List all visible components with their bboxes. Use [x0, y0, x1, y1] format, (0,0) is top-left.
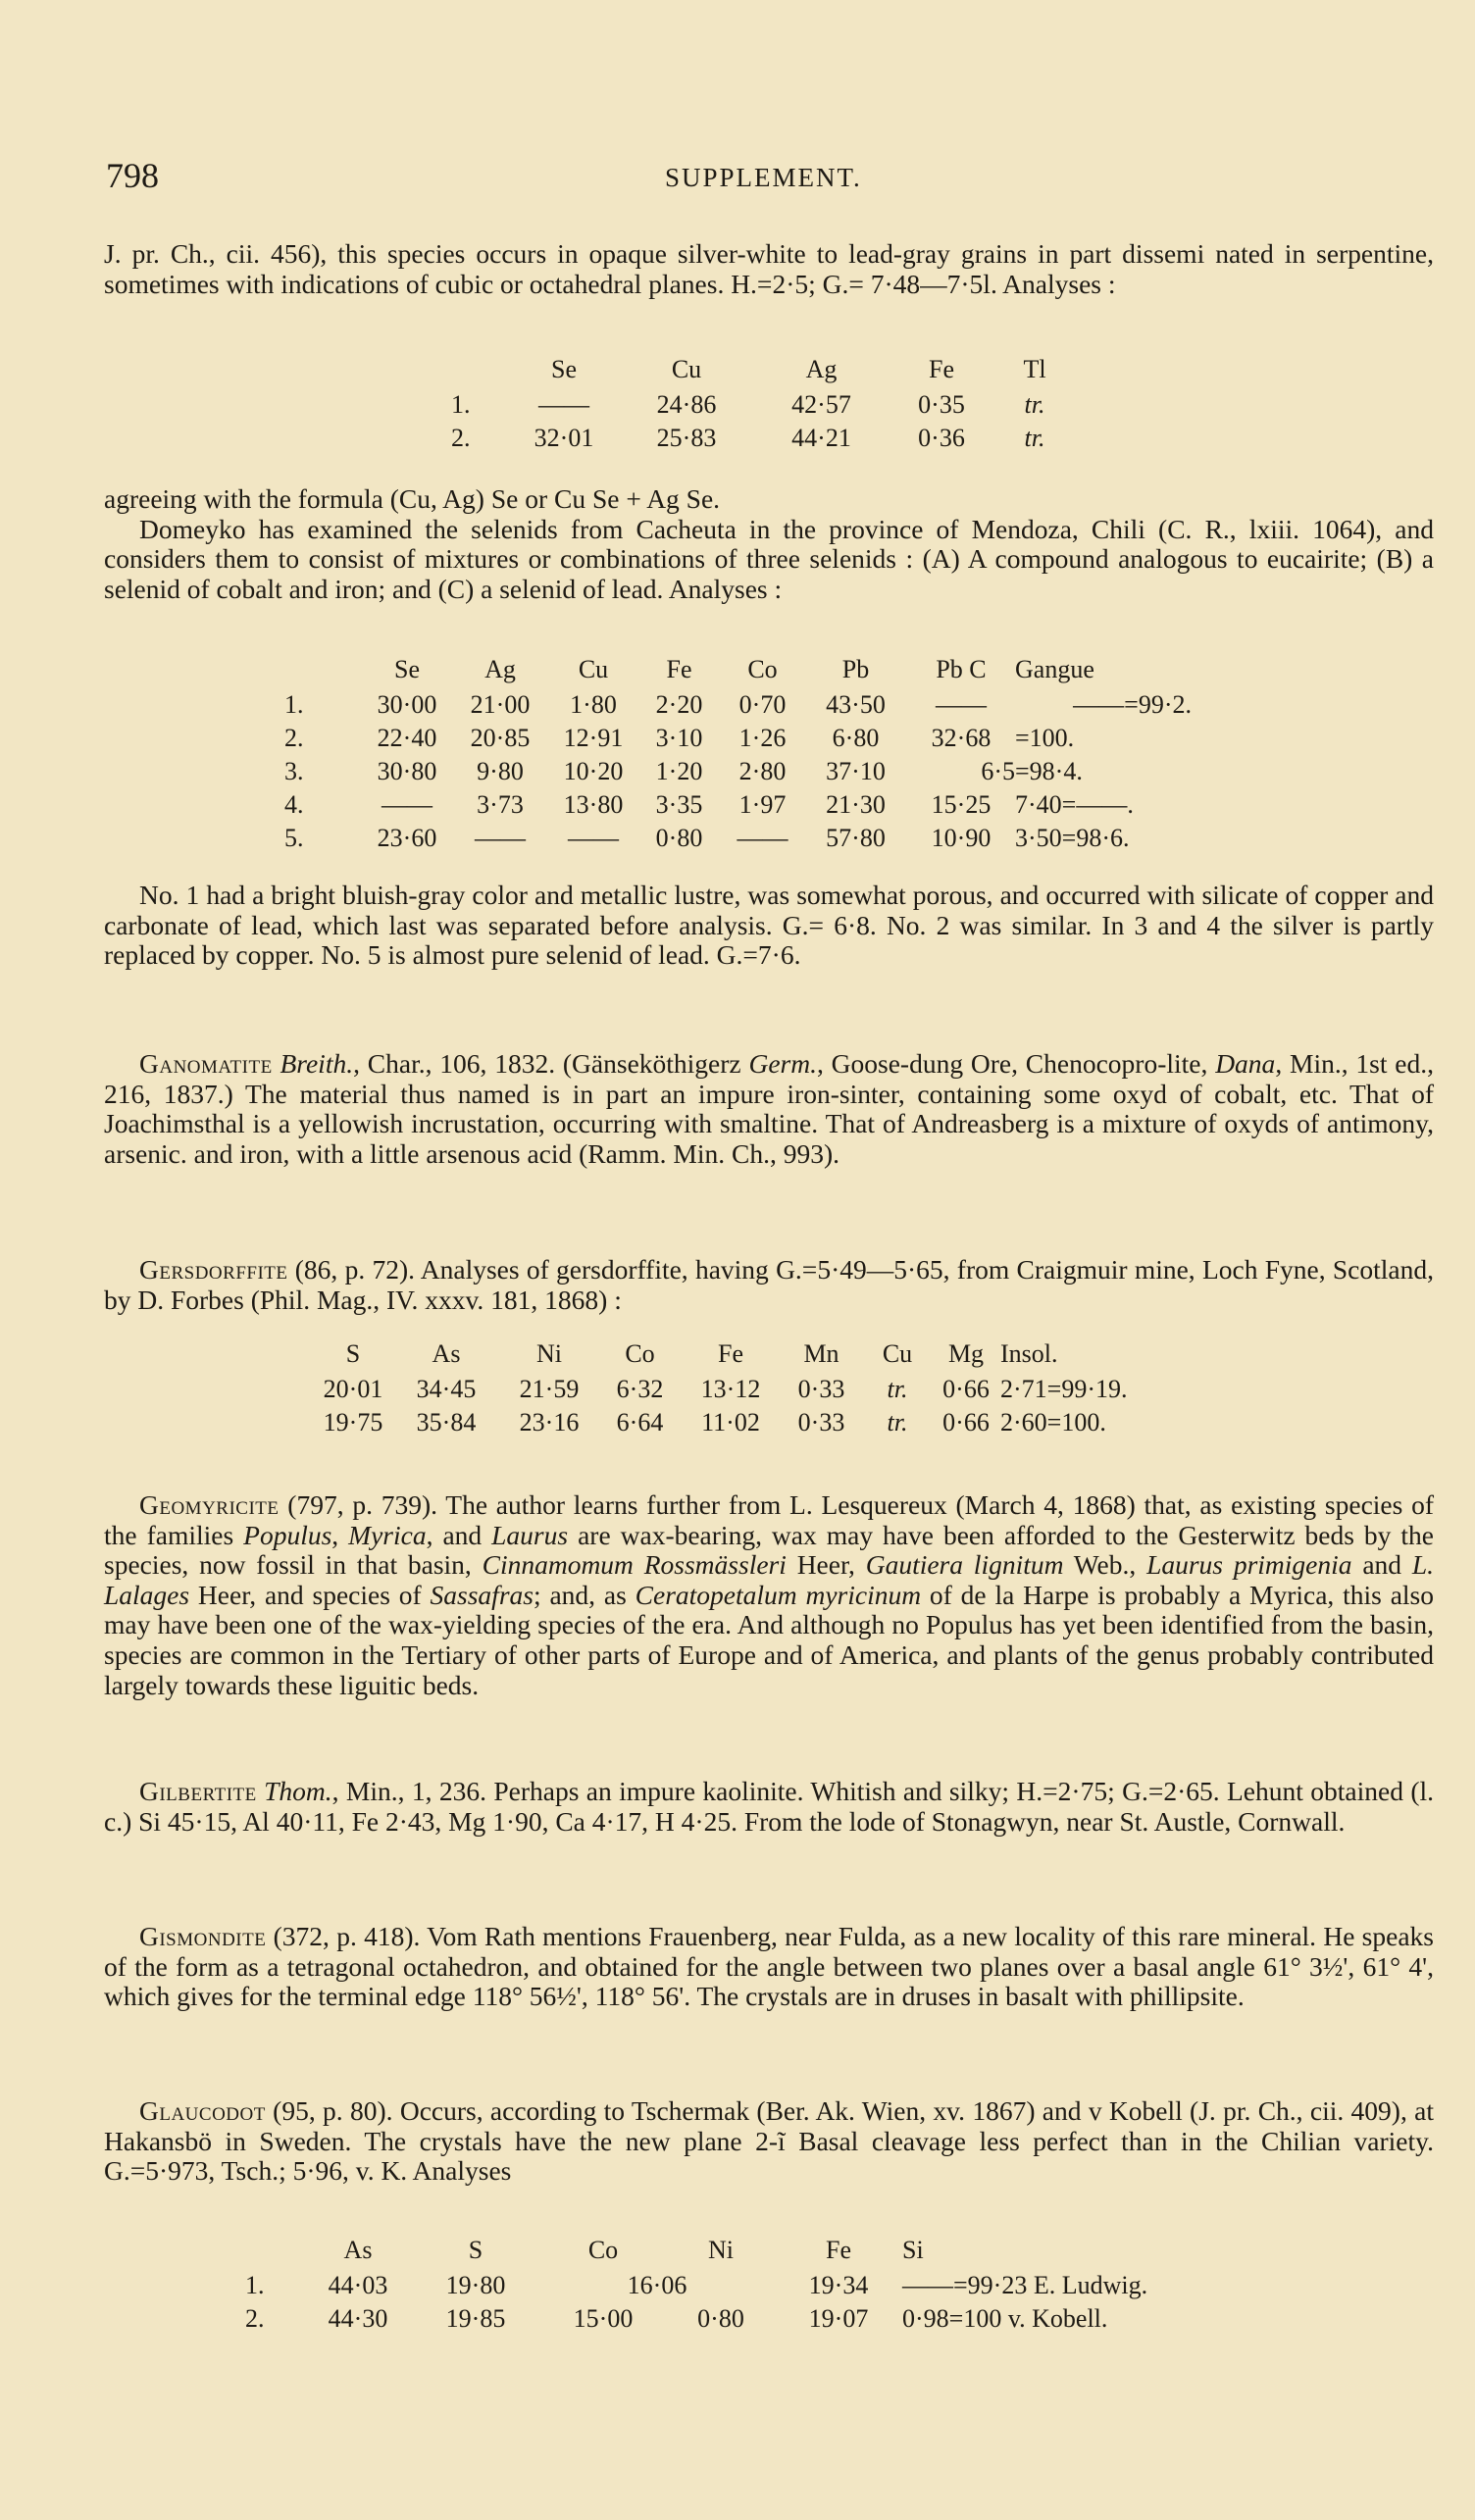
gersdorffite-entry: Gersdorffite (86, p. 72). Analyses of gersdorffite, having G.=5·49—5·65, from Craigmuir mine, Loch Fyne, Scotland, by D. Forbes (Phil. Mag., IV. xxxv. 181, 1868) :: [104, 1254, 1434, 1315]
entry-title: Gilbertite: [139, 1776, 257, 1806]
entry-title: Geomyricite: [139, 1489, 280, 1520]
table-row: 20·01 34·45 21·59 6·32 13·12 0·33 tr. 0·66 2·71=99·19.: [323, 1375, 1128, 1403]
selenid-analysis-table: [451, 351, 1074, 455]
table-header-row: [451, 351, 1074, 388]
intro-text: J. pr. Ch., cii. 456), this species occurs in opaque silver-white to lead-gray grains in part dissemi nated in serpentine, sometimes with indications of cubic or octahedral planes. H.=2·5; G.= 7·48—7·5l. Analyses :: [104, 238, 1434, 299]
formula-paragraph: agreeing with the formula (Cu, Ag) Se or Cu Se + Ag Se. Domeyko has examined the selenids from Cacheuta in the province of Mendoza, Chili (C. R., lxiii. 1064), and considers them to consist of mixtures or combinations of three selenids : (A) A compound analogous to eucairite; (B) a selenid of cobalt and iron; and (C) a selenid of lead. Analyses :: [104, 483, 1434, 604]
table-header-row: As S Co Ni Fe Si: [343, 2236, 924, 2264]
entry-title: Glaucodot: [139, 2095, 266, 2126]
table-row: 2. 44·30 19·85 15·00 0·80 19·07 0·98=100 v. Kobell.: [245, 2304, 1108, 2333]
table-row: 4. —— 3·73 13·80 3·35 1·97 21·30 15·25 7·40=——.: [284, 790, 1134, 819]
table-row: 3. 30·80 9·80 10·20 1·20 2·80 37·10 6·5 =98·4.: [284, 757, 1083, 785]
intro-paragraph: [104, 239, 1434, 299]
running-title: SUPPLEMENT.: [665, 163, 862, 192]
page-number: 798: [106, 156, 159, 195]
table-row: 5. 23·60 —— —— 0·80 —— 57·80 10·90 3·50=98·6.: [284, 824, 1130, 852]
table-header-row: Se Ag Cu Fe Co Pb Pb C Gangue: [394, 655, 1094, 683]
table-row: 1. —— 24·86 42·57 0·35 tr.: [451, 390, 1045, 419]
col-fe: Fe: [929, 355, 954, 383]
table-row: 1. 44·03 19·80 16·06 19·34 ——=99·23 E. Ludwig.: [245, 2271, 1148, 2299]
col-ag: Ag: [805, 355, 838, 383]
col-se: Se: [551, 355, 577, 383]
entry-title: Gersdorffite: [139, 1254, 288, 1285]
table-row: 2. 22·40 20·85 12·91 3·10 1·26 6·80 32·68 =100.: [284, 724, 1075, 752]
cacheuta-analysis-table: [284, 651, 1192, 855]
gismondite-entry: Gismondite (372, p. 418). Vom Rath mentions Frauenberg, near Fulda, as a new locality of this rare mineral. He speaks of the form as a tetragonal octahedron, and obtained for the angle between two planes over a basal angle 61° 3½', 61° 4', which gives for the terminal edge 118° 56½', 118° 56'. The crystals are in druses in basalt with phillipsite.: [104, 1921, 1434, 2012]
notes-paragraph: No. 1 had a bright bluish-gray color and metallic lustre, was somewhat porous, and occurred with silicate of copper and carbonate of lead, which last was separated before analysis. G.= 6·8. No. 2 was similar. In 3 and 4 the silver is partly replaced by copper. No. 5 is almost pure selenid of lead. G.=7·6.: [104, 880, 1434, 971]
gersdorffite-analysis-table: [314, 1336, 1196, 1439]
domeyko-paragraph: Domeyko has examined the selenids from Cacheuta in the province of Mendoza, Chili (C. R., lxiii. 1064), and considers them to consist of mixtures or combinations of three selenids : (A) A compound analogous to eucairite; (B) a selenid of cobalt and iron; and (C) a selenid of lead. Analyses :: [104, 513, 1434, 604]
table-header-row: S As Ni Co Fe Mn Cu Mg Insol.: [345, 1339, 1058, 1368]
geomyricite-entry: Geomyricite (797, p. 739). The author learns further from L. Lesquereux (March 4, 1868) that, as existing species of the families Populus, Myrica, and Laurus are wax-bearing, wax may have been afforded to the Gesterwitz beds by the species, now fossil in that basin, Cinnamomum Rossmässleri Heer, Gautiera lignitum Web., Laurus primigenia and L. Lalages Heer, and species of Sassafras; and, as Ceratopetalum myricinum of de la Harpe is probably a Myrica, this also may have been one of the wax-yielding species of the era. And although no Populus has yet been identified from the basin, species are common in the Tertiary of other parts of Europe and of America, and plants of the genus probably contributed largely towards these liguitic beds.: [104, 1489, 1434, 1700]
ganomatite-entry: Ganomatite Breith., Char., 106, 1832. (Gänseköthigerz Germ., Goose-dung Ore, Chenocopro-lite, Dana, Min., 1st ed., 216, 1837.) The material thus named is in part an impure iron-sinter, containing some oxyd of cobalt, etc. That of Joachimsthal is a yellowish incrustation, occurring with smaltine. That of Andreasberg is a mixture of oxyds of antimony, arsenic. and iron, with a little arsenous acid (Ramm. Min. Ch., 993).: [104, 1048, 1435, 1169]
gilbertite-entry: Gilbertite Thom., Min., 1, 236. Perhaps an impure kaolinite. Whitish and silky; H.=2·75; G.=2·65. Lehunt obtained (l. c.) Si 45·15, Al 40·11, Fe 2·43, Mg 1·90, Ca 4·17, H 4·25. From the lode of Stonagwyn, near St. Austle, Cornwall.: [104, 1776, 1434, 1837]
entry-title: Ganomatite: [139, 1048, 273, 1079]
glaucodot-analysis-table: [245, 2232, 1216, 2336]
col-cu: Cu: [671, 355, 702, 383]
table-row: 2. 32·01 25·83 44·21 0·36 tr.: [451, 424, 1045, 452]
table-row: 1. 30·00 21·00 1·80 2·20 0·70 43·50 —— ——=99·2.: [284, 690, 1192, 719]
col-tl: Tl: [1023, 355, 1046, 383]
glaucodot-entry: Glaucodot (95, p. 80). Occurs, according to Tschermak (Ber. Ak. Wien, xv. 1867) and v Kobell (J. pr. Ch., cii. 409), at Hakansbö in Sweden. The crystals have the new plane 2-ĩ Basal cleavage less perfect than in the Chilian variety. G.=5·973, Tsch.; 5·96, v. K. Analyses: [104, 2095, 1434, 2187]
entry-title: Gismondite: [139, 1921, 267, 1951]
table-row: 19·75 35·84 23·16 6·64 11·02 0·33 tr. 0·66 2·60=100.: [323, 1408, 1106, 1436]
